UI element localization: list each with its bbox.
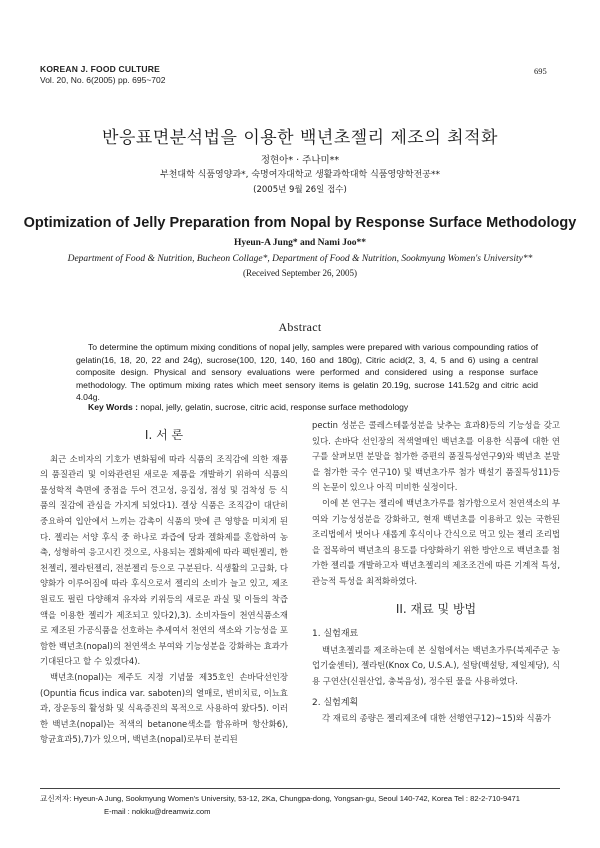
- paragraph: 각 재료의 종량은 젤리제조에 대한 선행연구12)~15)와 식품가: [322, 713, 551, 724]
- left-column: [40, 428, 288, 748]
- footnote: [40, 792, 520, 818]
- paragraph: pectin 성분은 콜레스테롤성분을 낮추는 효과8)등의 기능성을 갖고 있다. 손바닥 선인장의 적색열매인 백년초를 이용한 식품에 대한 연구를 살펴보면 분말을 첨가한 증편의 품질특성연구9)와 백년초 분말을 첨가한 국수 연구10) 및 백년초가루 첨가 백설기 품질특성11)등의 논문이 있으나 아직 미비한 실정이다.: [312, 420, 560, 493]
- english-affiliation: Department of Food & Nutrition, Bucheon Collage*, Department of Food & Nutrition, Sookmyung Women's University**: [67, 254, 533, 264]
- paragraph: 최근 소비자의 기호가 변화됨에 따라 식품의 조직감에 의한 재품의 품질관리 및 이와관련된 새로운 제품을 개발하기 위하여 식품의 물성학적 측면에 중점을 두어 견고성, 응집성, 점성 및 검착성 등 식품의 질감에 관심을 가지게 되었다1). 겔상 식품은 조직감이 대단히 중요하여 입안에서 느끼는 감촉이 식품의 맛에 큰 영향을 미치게 된다. 젤리는 서양 후식 중 하나로 과즙에 당과 겔화제를 혼합하여 농축, 성형하여 응고시킨 것으로, 사용되는 겔화제에 따라 펙틴젤리, 한천젤리, 젤라틴젤리, 전분젤리 등으로 구분된다. 식생활의 고급화, 다양화가 이루어짐에 따라 후식으로서 젤리의 소비가 늘고 있고, 제조원료도 펄린 다양해져 유자와 키위등의 새로운 과실 및 이들의 착즙액을 이용한 젤리가 제조되고 있다2),3). 소비자들이 천연식품소재로 제조된 가공식품을 선호하는 추세여서 천연의 색소와 기능성을 포함한 백년초(nopal)의 천연색소 부여와 기능성분을 강화하는 효과가 기대된다고 할 수 있겠다4).: [40, 453, 288, 667]
- keywords: [88, 402, 540, 412]
- right-column: [312, 418, 560, 727]
- keywords-list: nopal, jelly, gelatin, sucrose, citric acid, response surface methodology: [137, 402, 409, 412]
- korean-title: 반응표면분석법을 이용한 백년초젤리 제조의 최적화: [102, 128, 498, 148]
- journal-name: KOREAN J. FOOD CULTURE: [40, 64, 160, 74]
- paragraph: 백년초(nopal)는 제주도 지정 기념물 제35호인 손바닥선인장 (Opuntia ficus indica var. saboten)의 열매로, 변비치료, 이뇨효과, 장운동의 활성화 및 식욕증진의 목적으로 사용하여 왔다5). 이러한 백년초(nopal)는 적색의 betanone색소를 함유하며 항산화6), 항균효과5),7)가 있으며, 백년초(nopal)로부터 분리된: [40, 671, 288, 745]
- section-heading-methods: II. 재료 및 방법: [395, 601, 477, 616]
- paragraph: 백년초젤리를 제조하는데 본 실험에서는 백년초가루(북제주군 농업기술센터), 젤라틴(Knox Co, U.S.A.), 설탕(백설탕, 제일제당), 식용 구연산(신원산업, 충북음성), 정수된 물을 사용하였다.: [312, 644, 560, 686]
- footnote-divider: [40, 788, 560, 789]
- korean-affiliation: 부천대학 식품영양과*, 숙명여자대학교 생활과학대학 식품영양학전공**: [160, 170, 440, 180]
- abstract-heading: Abstract: [278, 320, 322, 334]
- english-received-date: (Received September 26, 2005): [243, 268, 357, 278]
- correspondence: 교신저자: Hyeun-A Jung, Sookmyung Women's University, 53-12, 2Ka, Chungpa-dong, Yongsan-gu, Seoul 140-742, Korea Tel : 82-2-710-9471: [40, 794, 520, 803]
- abstract-body: To determine the optimum mixing conditions of nopal jelly, samples were prepared with various compounding ratios of gelatin(16, 18, 20, 22 and 24g), sucrose(100, 120, 140, 160 and 180g), Citric acid(2, 3, 4, 5 and 6) using a central composite design. Physical and sensory evaluations were performed and considered using a response surface methodology. The optimum mixing rates which meet sensory items is gelatin 20.19g, sucrose 141.52g and citric acid 4.04g.: [76, 342, 538, 403]
- subsection-heading-design: 2. 실험계획: [312, 697, 359, 708]
- page-number: 695: [534, 66, 547, 76]
- english-authors: Hyeun-A Jung* and Nami Joo**: [234, 238, 366, 248]
- email: E-mail : nokiku@dreamwiz.com: [104, 807, 211, 816]
- subsection-heading-materials: 1. 실험재료: [312, 629, 359, 640]
- korean-received-date: (2005년 9월 26일 접수): [253, 185, 347, 195]
- keywords-label: Key Words :: [88, 402, 138, 412]
- english-title: Optimization of Jelly Preparation from Nopal by Response Surface Methodology: [23, 215, 577, 231]
- journal-volume: Vol. 20, No. 6(2005) pp. 695~702: [40, 75, 166, 85]
- journal-header: [40, 64, 165, 86]
- paragraph: 이에 본 연구는 젤리에 백년초가루를 첨가함으로서 천연색소의 부여와 기능성성분을 강화하고, 현재 백년초를 이용하고 있는 국한된 조리법에서 벗어나 새롭게 후식이나 간식으로 먹고 있는 젤리 조리법을 접목하여 백년초의 용도를 다양화하기 위한 방안으로 백년초를 첨가한 젤리를 개발하고자 백년초젤리의 제조조건에 따른 기계적 특성, 관능적 특성을 최적화하였다.: [312, 497, 560, 586]
- korean-authors: 정현아* · 주나미**: [260, 155, 340, 166]
- section-heading-introduction: I. 서 론: [144, 428, 184, 442]
